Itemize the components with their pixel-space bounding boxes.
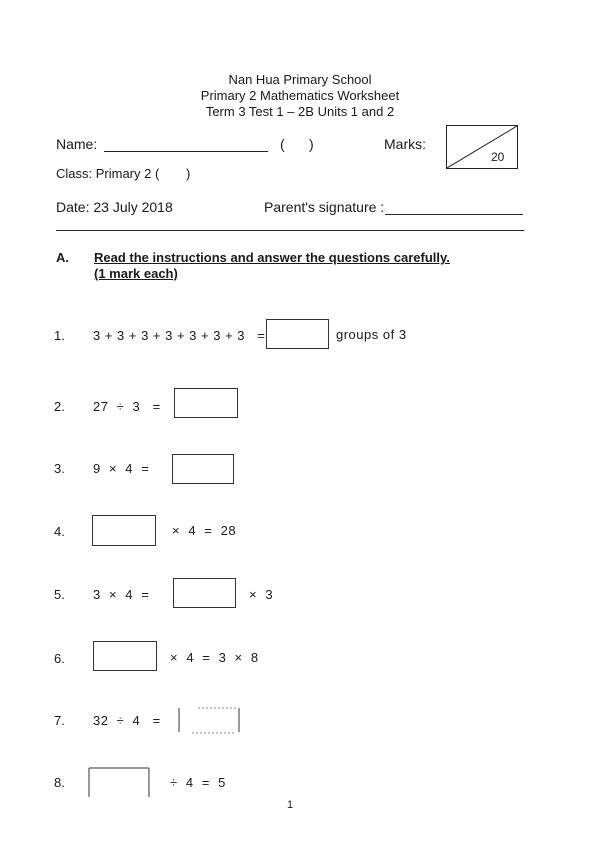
question-expression: 3 + 3 + 3 + 3 + 3 + 3 + 3 =: [93, 328, 266, 343]
marks-box[interactable]: [446, 125, 518, 169]
school-name: Nan Hua Primary School: [228, 72, 372, 87]
name-field[interactable]: [104, 151, 268, 152]
answer-box[interactable]: [266, 319, 329, 349]
answer-box[interactable]: [174, 388, 238, 418]
register-paren-open: (: [280, 136, 285, 152]
section-instruction: Read the instructions and answer the questions carefully.: [94, 250, 450, 265]
answer-box[interactable]: [173, 578, 236, 608]
marks-diagonal-line: [447, 126, 517, 168]
question-number: 6.: [54, 651, 65, 666]
date-label: Date: 23 July 2018: [56, 199, 173, 215]
question-expression: 32 ÷ 4 =: [93, 713, 161, 728]
marks-total: 20: [491, 150, 505, 164]
signature-label: Parent's signature :: [264, 199, 385, 215]
section-marks-note: (1 mark each): [94, 266, 178, 281]
class-paren-close: ): [186, 166, 191, 181]
question-expression: 9 × 4 =: [93, 461, 150, 476]
question-expression-suffix: groups of 3: [336, 327, 407, 342]
question-expression: 27 ÷ 3 =: [93, 399, 161, 414]
answer-box-outline: [88, 767, 150, 797]
question-expression: 3 × 4 =: [93, 587, 150, 602]
marks-label: Marks:: [384, 136, 426, 152]
question-number: 8.: [54, 775, 65, 790]
header-divider: [56, 230, 524, 231]
question-number: 3.: [54, 461, 65, 476]
answer-box[interactable]: [88, 767, 150, 797]
register-paren-close: ): [309, 136, 314, 152]
class-label: Class: Primary 2 (: [56, 166, 160, 181]
worksheet-subject: Primary 2 Mathematics Worksheet: [200, 88, 400, 103]
page-number: 1: [287, 799, 294, 811]
question-expression-suffix: ÷ 4 = 5: [170, 775, 226, 790]
question-number: 1.: [54, 328, 65, 343]
test-title: Term 3 Test 1 – 2B Units 1 and 2: [205, 104, 395, 119]
answer-box-outline: [178, 706, 240, 734]
answer-box[interactable]: [178, 706, 240, 734]
question-number: 2.: [54, 399, 65, 414]
question-number: 7.: [54, 713, 65, 728]
question-expression-suffix: × 4 = 28: [172, 523, 237, 538]
question-expression-suffix: × 3: [249, 587, 274, 602]
answer-box[interactable]: [92, 515, 156, 546]
signature-field[interactable]: [385, 214, 523, 215]
question-number: 4.: [54, 524, 65, 539]
answer-box[interactable]: [93, 641, 157, 671]
question-number: 5.: [54, 587, 65, 602]
question-expression-suffix: × 4 = 3 × 8: [170, 650, 259, 665]
answer-box[interactable]: [172, 454, 234, 484]
section-letter: A.: [56, 250, 69, 265]
name-label: Name:: [56, 136, 98, 152]
